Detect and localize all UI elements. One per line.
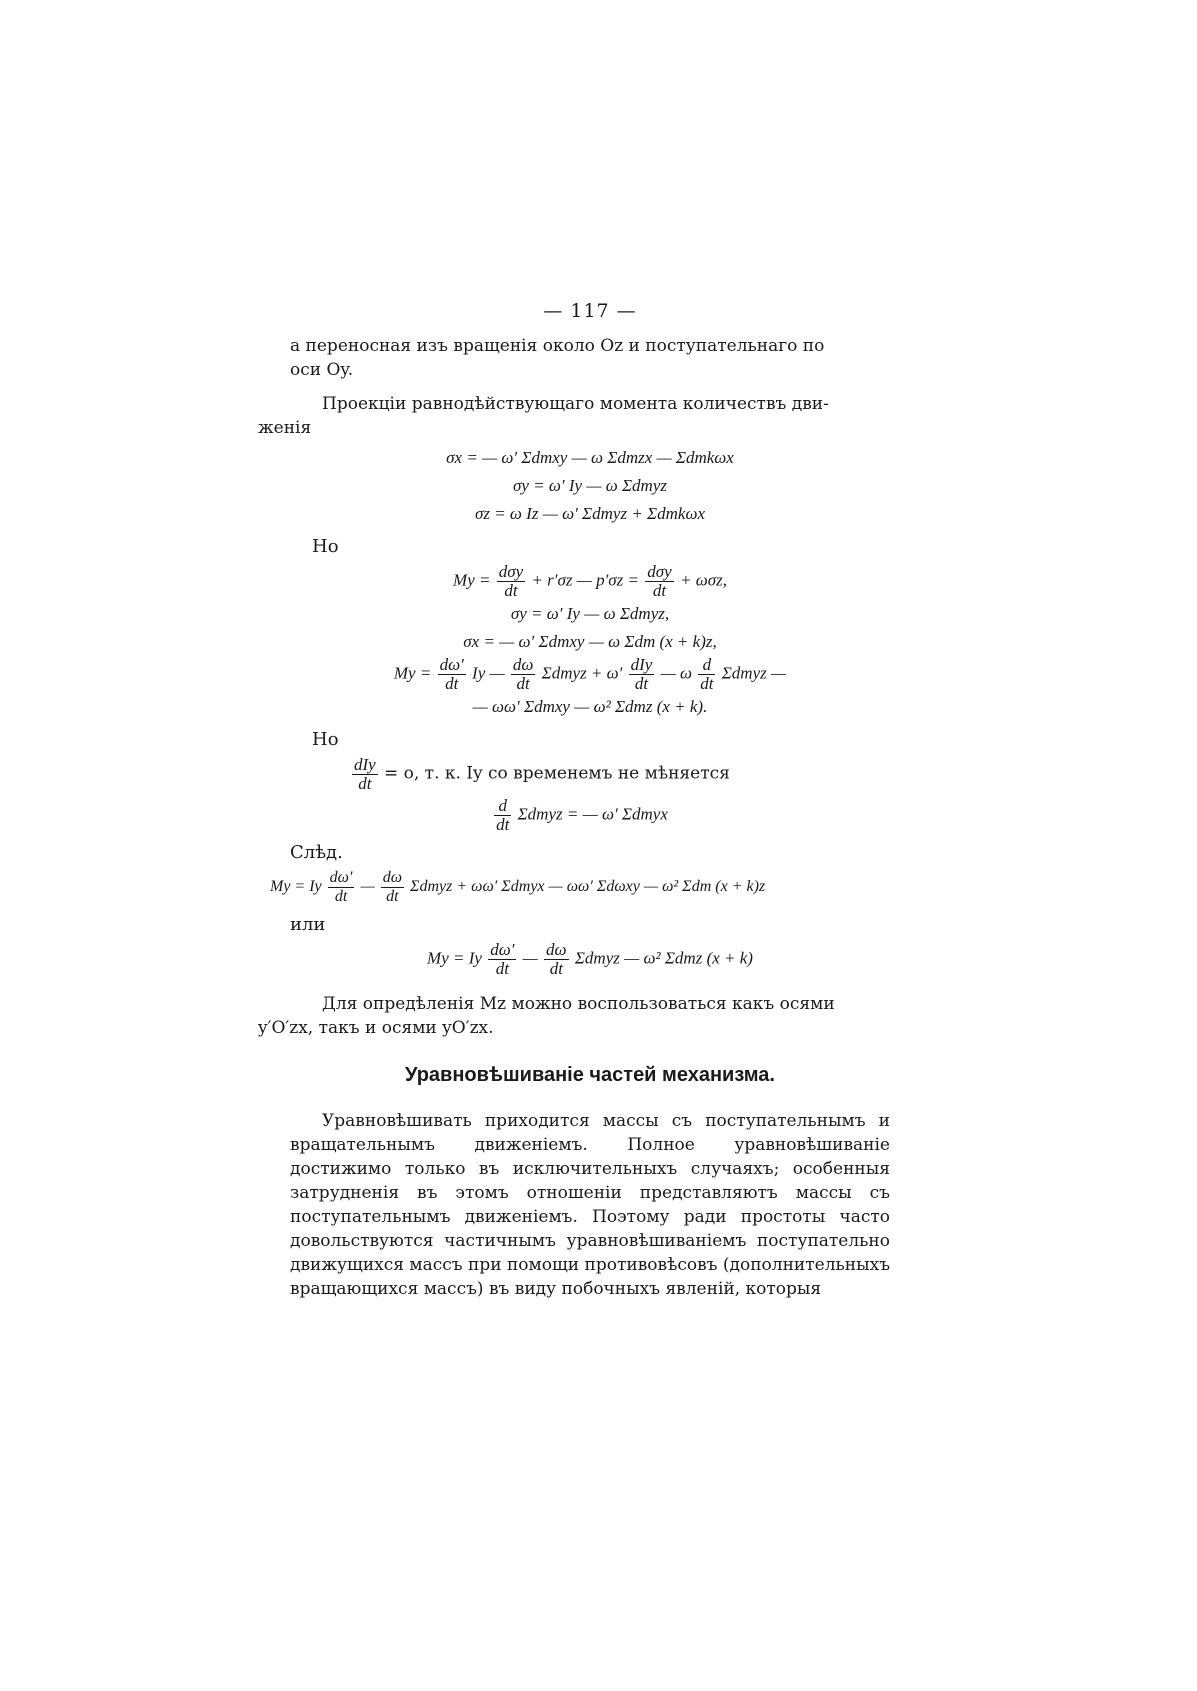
mz-note-paragraph [258,992,890,1040]
equation-sigma-z: σz = ω Iz — ω′ Σdmyz + Σdmkωx [474,504,706,523]
final-lhs: My = Iy [427,948,482,968]
big-term-2: Σdmyz + ω′ [541,663,623,683]
fraction-numerator: d [494,797,511,816]
big-lhs: My = [393,663,432,683]
fraction-numerator: dσy [647,562,672,581]
fraction-denominator: dt [549,959,563,978]
fraction-numerator: dω′ [439,655,464,674]
fraction-numerator: dω [512,655,534,674]
fraction-dsigma-dt-1 [497,563,525,600]
fraction-denominator: dt [445,674,459,693]
label-no-2: Но [312,729,339,750]
big-term-4: Σdmyz — [721,663,787,683]
equation-dIy-zero [350,756,890,793]
fraction-domega-dt [511,656,536,693]
equation-sigma-y-2: σy = ω′ Iy — ω Σdmyz, [510,604,670,623]
fraction-domega-dt-2 [381,869,404,906]
fraction-numerator: dω′ [329,869,353,886]
equation-My-expanded [290,656,890,693]
projection-text-1: Проекціи равнодѣйствующаго момента количествъ дви- [322,394,829,414]
fraction-denominator: dt [634,674,649,693]
fraction-numerator: dω′ [490,940,515,959]
fraction-domega-dt-3 [544,941,569,978]
equation-My-result [270,869,890,906]
equation-d-dt-sum [270,797,890,834]
result-lhs: My = Iy [270,878,322,896]
fraction-dIy-dt-2 [352,756,378,793]
d-dt-rest: Σdmyz = — ω′ Σdmyx [517,804,668,824]
fraction-domega-prime-dt [438,656,466,693]
fraction-d-dt [698,656,715,693]
equation-sigma-x: σx = — ω′ Σdmxy — ω Σdmzx — Σdmkωx [446,448,734,467]
big-term-3: — ω [660,663,692,683]
final-rest: Σdmyz — ω² Σdmz (x + k) [574,948,753,968]
page-content [258,300,891,1301]
fraction-denominator: dt [504,581,518,600]
label-no-1: Но [312,536,339,557]
result-rest: Σdmyz + ωω′ Σdmyx — ωω′ Σdωxy — ω² Σdm (x + k)z [409,878,766,896]
fraction-d-dt-2 [494,797,511,834]
intro-line-1: а переносная изъ вращенія около Oz и поступательнаго по [290,336,825,356]
equation-sigma-x-2: σx = — ω′ Σdmxy — ω Σdm (x + k)z, [463,632,717,651]
fraction-denominator: dt [652,581,667,600]
projection-equations [290,444,890,528]
projection-paragraph [258,392,890,440]
fraction-numerator: dω [546,940,567,959]
fraction-denominator: dt [516,674,530,693]
section-heading: Уравновѣшиваніе частей механизма. [405,1064,775,1086]
mz-note-line-1: Для опредѣленія Mz можно воспользоваться какъ осями [322,994,835,1014]
page-number: — 117 — [543,300,637,322]
My-lhs: My = [453,570,491,590]
fraction-dIy-dt [629,656,655,693]
label-ili: или [290,914,326,935]
intro-paragraph [290,334,890,382]
fraction-domega-prime-dt-2 [328,869,355,906]
balancing-paragraph: Уравновѣшивать приходится массы съ поступательнымъ и вращательнымъ движеніемъ. Полное уравновѣшиваніе достижимо только въ исключительныхъ случаяхъ; особенныя затрудненія въ этомъ отношеніи представляютъ массы съ поступательнымъ движеніемъ. Поэтому ради простоты часто довольствуются частичнымъ уравновѣшиваніемъ поступательно движущихся массъ при помощи противовѣсовъ (дополнительныхъ вращающихся массъ) въ виду побочныхъ явленій, которыя [290,1111,891,1299]
fraction-dsigma-dt-2 [645,563,673,600]
projection-text-2: женія [258,418,312,438]
moment-equations [290,563,890,721]
mz-note-line-2: y′O′zx, такъ и осями yO′zx. [258,1018,494,1038]
fraction-denominator: dt [334,888,348,905]
fraction-denominator: dt [386,888,399,905]
My-mid: + r′σz — p′σz = [531,570,640,590]
result-minus: — [360,878,375,896]
fraction-denominator: dt [495,959,509,978]
intro-line-2: оси Oy. [290,360,354,380]
equation-My-final [290,941,890,978]
fraction-numerator: dIy [630,655,653,674]
label-sled: Слѣд. [290,842,343,863]
fraction-numerator: dIy [354,755,376,774]
fraction-numerator: dω [382,869,402,886]
final-minus: — [522,948,538,968]
fraction-numerator: dσy [498,562,524,581]
dIy-text: = o, т. к. Iy со временемъ не мѣняется [383,763,730,784]
fraction-denominator: dt [358,774,372,793]
equation-sigma-y: σy = ω′ Iy — ω Σdmyz [513,476,667,495]
equation-My-continuation: — ωω′ Σdmxy — ω² Σdmz (x + k). [472,697,708,716]
equation-My-derivative [290,563,890,600]
fraction-denominator: dt [496,815,510,834]
dIy-statement [350,756,890,793]
fraction-domega-prime-dt-3 [488,941,516,978]
My-end: + ωσz, [679,570,727,590]
fraction-denominator: dt [700,674,714,693]
big-term-1: Iy — [472,663,505,683]
fraction-numerator: d [698,656,715,675]
